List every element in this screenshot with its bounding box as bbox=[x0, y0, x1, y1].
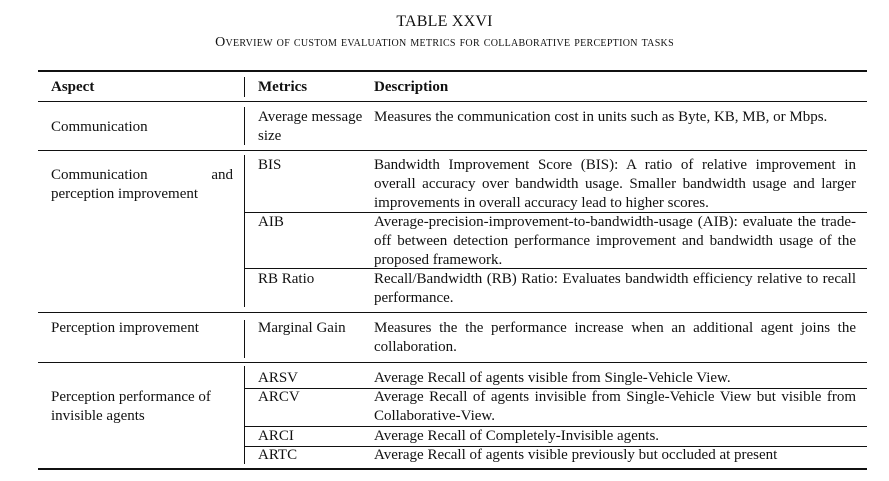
aspect-cell: Perception performance of invisible agents bbox=[51, 389, 211, 424]
metric-cell: ARCV bbox=[258, 389, 300, 405]
header-rule bbox=[38, 101, 867, 102]
metric-cell: RB Ratio bbox=[258, 271, 315, 287]
column-separator bbox=[244, 320, 245, 358]
description-cell: Recall/Bandwidth (RB) Ratio: Evaluates bandwidth efficiency relative to recall performance. bbox=[374, 271, 856, 306]
column-separator bbox=[244, 107, 245, 145]
column-separator bbox=[244, 155, 245, 307]
aspect-cell: Communication and perception improvement bbox=[51, 167, 233, 202]
group-rule-3 bbox=[38, 362, 867, 363]
column-separator bbox=[244, 366, 245, 464]
group-rule-2 bbox=[38, 312, 867, 313]
description-cell: Measures the the performance increase when an additional agent joins the collaboration. bbox=[374, 320, 856, 355]
header-metrics: Metrics bbox=[258, 79, 308, 95]
header-aspect: Aspect bbox=[51, 79, 95, 95]
aspect-cell: Communication bbox=[51, 119, 148, 135]
top-rule bbox=[38, 70, 867, 72]
header-description: Description bbox=[374, 79, 449, 95]
description-cell: Average Recall of agents visible from Single-Vehicle View. bbox=[374, 370, 731, 386]
bottom-rule bbox=[38, 468, 867, 470]
description-cell: Average Recall of Completely-Invisible agents. bbox=[374, 428, 660, 444]
table-title: TABLE XXVI bbox=[396, 13, 493, 30]
metric-cell: BIS bbox=[258, 157, 282, 173]
group-rule-1 bbox=[38, 150, 867, 151]
description-cell: Average-precision-improvement-to-bandwidth-usage (AIB): evaluate the trade-off between detection performance improvement and bandwidth usage of the proposed framework. bbox=[374, 214, 856, 268]
metric-cell: Marginal Gain bbox=[258, 320, 346, 336]
description-cell: Measures the communication cost in units such as Byte, KB, MB, or Mbps. bbox=[374, 109, 828, 125]
metric-cell: ARTC bbox=[258, 447, 298, 463]
description-cell: Average Recall of agents visible previously but occluded at present bbox=[374, 447, 778, 463]
description-cell: Bandwidth Improvement Score (BIS): A ratio of relative improvement in overall accuracy over bandwidth usage. Smaller bandwidth usage and larger improvements in overall accuracy lead to higher scores. bbox=[374, 157, 856, 211]
metric-cell: ARCI bbox=[258, 428, 294, 444]
table-subtitle: Overview of custom evaluation metrics for collaborative perception tasks bbox=[215, 35, 674, 50]
metric-cell: AIB bbox=[258, 214, 284, 230]
description-cell: Average Recall of agents invisible from Single-Vehicle View but visible from Collaborative-View. bbox=[374, 389, 856, 424]
metric-cell: Average message size bbox=[258, 109, 363, 144]
column-separator bbox=[244, 77, 245, 97]
metric-cell: ARSV bbox=[258, 370, 299, 386]
aspect-cell: Perception improvement bbox=[51, 320, 199, 336]
